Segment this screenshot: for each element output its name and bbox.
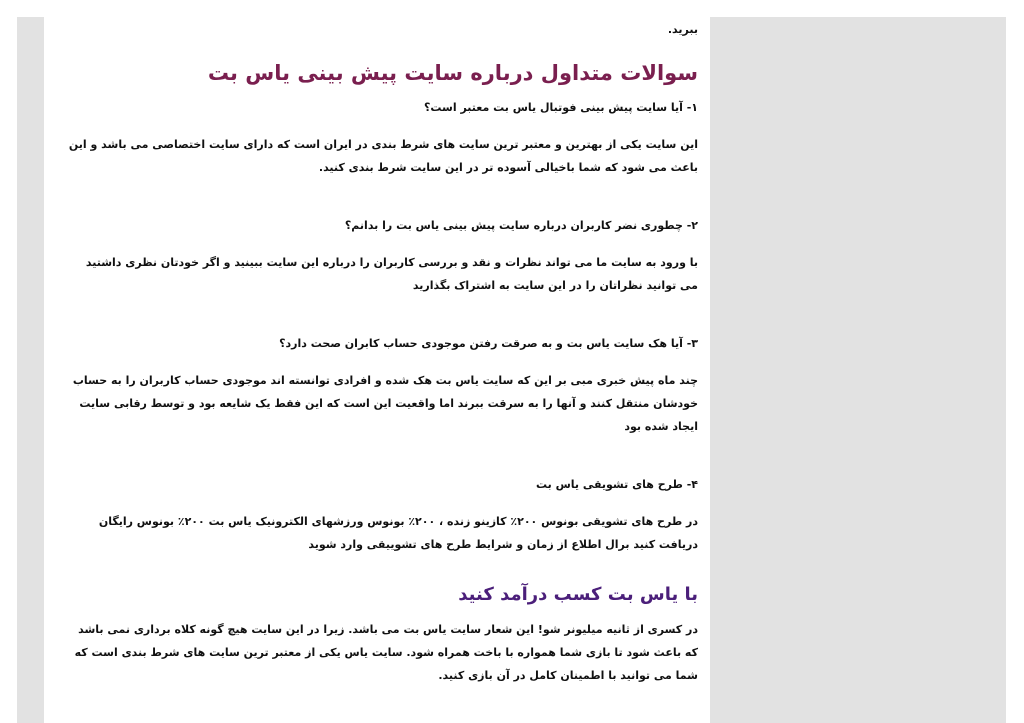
spacer — [68, 297, 698, 323]
spacer — [68, 438, 698, 464]
spacer — [68, 179, 698, 205]
article-page — [44, 17, 710, 723]
faq-answer-4: در طرح های تشویقی بونوس ۲۰۰٪ کازینو زنده ، ۲۰۰٪ بونوس ورزشهای الکترونیک یاس بت ۲۰۰٪ بونوس رایگان دریافت کنید برال اطلاع از زمان و شرایط طرح های تشوییقی وارد شوید — [98, 515, 698, 551]
faq-question-4: ۴- طرح های تشویقی یاس بت — [535, 478, 698, 491]
earn-paragraph: در کسری از ثانیه میلیونر شو! این شعار سایت یاس بت می باشد. زیرا در این سایت هیچ گونه کلاه برداری نمی باشد که باعث شود تا بازی شما همواره با باخت همراه شود. سایت یاس یکی از معتبر ترین سایت های شرط بندی است که شما می توانید با اطمینان کامل در آن بازی کنید. — [74, 623, 698, 682]
intro-fragment: ببرید. — [667, 23, 698, 36]
faq-question-3: ۳- آیا هک سایت یاس بت و به صرقت رفتن موجودی حساب کابران صحت دارد؟ — [279, 337, 698, 350]
article-body — [68, 17, 698, 687]
faq-answer-2: با ورود به سایت ما می تواند نظرات و نقد و بررسی کاربران را درباره این سایت ببینید و اگر خودتان نظری داشتید می توانید نظراتان را در این سایت به اشتراک بگذارید — [85, 256, 698, 292]
faq-question-2: ۲- چطوری نضر کاربران درباره سایت پیش بینی یاس بت را بدانم؟ — [344, 219, 698, 232]
faq-question-1: ۱- آیا سایت پیش بینی فوتبال یاس بت معتبر است؟ — [424, 101, 698, 114]
faq-heading: سوالات متداول درباره سایت پیش بینی یاس بت — [207, 61, 698, 85]
faq-answer-3: چند ماه پیش خبری مبی بر این که سایت یاس بت هک شده و افرادی توانسته اند موجودی حساب کاربران را به حساب خودشان منتقل کنند و آنها را به سرقت ببرند اما واقعیت این است که این فقط یک شایعه بود و توسط رقابی سایت ایجاد شده بود — [72, 374, 698, 433]
faq-answer-1: این سایت یکی از بهترین و معتبر ترین سایت های شرط بندی در ایران است که دارای سایت اختصاصی می باشد و این باعث می شود که شما باخیالی آسوده تر در این سایت شرط بندی کنید. — [68, 138, 698, 174]
earn-heading: با یاس بت کسب درآمد کنید — [458, 584, 698, 605]
